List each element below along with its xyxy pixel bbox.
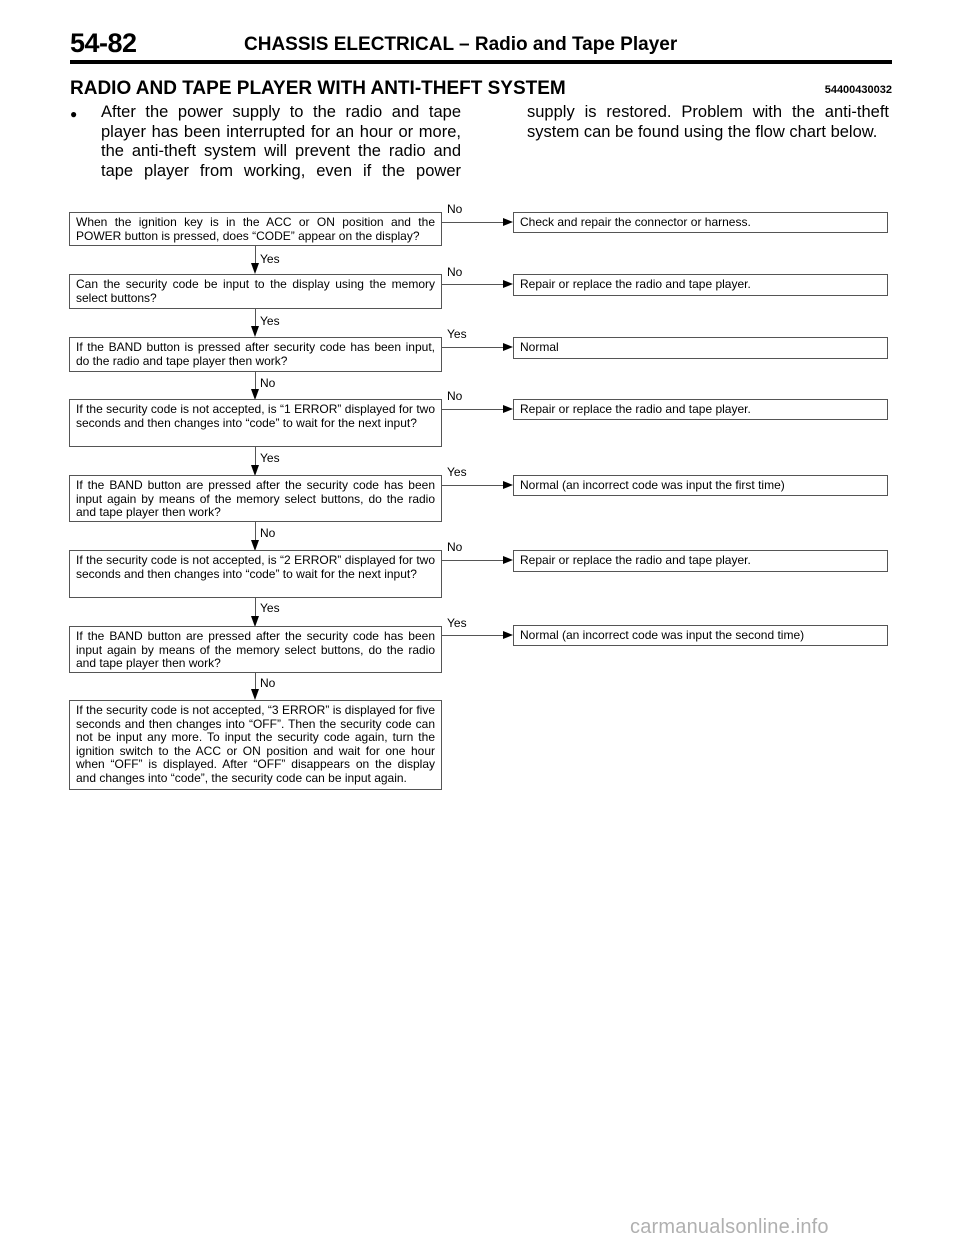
watermark-text: carmanualsonline.info: [630, 1216, 829, 1238]
connector-line: [255, 447, 256, 466]
flow-step-5: If the BAND button are pressed after the security code has been input again by means of the memory select buttons, do the radio and tape player then work?: [69, 475, 442, 522]
connector-line: [255, 309, 256, 327]
intro-text-left: After the power supply to the radio and tape player has been interrupted for an hour or more, the anti-theft system will prevent the radio and tape player from working, even if the power: [101, 103, 461, 180]
side-label-2: No: [447, 265, 463, 279]
side-label-6: No: [447, 540, 463, 554]
connector-line: [442, 635, 509, 636]
arrow-right-icon: [503, 481, 513, 489]
arrow-right-icon: [503, 405, 513, 413]
arrow-right-icon: [503, 631, 513, 639]
down-label-7: No: [260, 676, 276, 690]
connector-line: [442, 560, 509, 561]
arrow-down-icon: [251, 263, 259, 274]
bullet-icon: ●: [70, 107, 78, 121]
arrow-down-icon: [251, 689, 259, 700]
connector-line: [255, 372, 256, 390]
side-label-5: Yes: [447, 465, 467, 479]
connector-line: [255, 246, 256, 264]
down-label-6: Yes: [260, 601, 280, 615]
connector-line: [255, 598, 256, 617]
page-number: 54-82: [70, 28, 137, 58]
side-label-1: No: [447, 202, 463, 216]
flow-result-4: Repair or replace the radio and tape player.: [513, 399, 888, 420]
arrow-down-icon: [251, 326, 259, 337]
connector-line: [442, 347, 509, 348]
connector-line: [442, 409, 509, 410]
connector-line: [255, 522, 256, 541]
section-title: RADIO AND TAPE PLAYER WITH ANTI-THEFT SYSTEM: [70, 78, 566, 99]
connector-line: [442, 222, 509, 223]
flow-step-3: If the BAND button is pressed after security code has been input, do the radio and tape player then work?: [69, 337, 442, 372]
side-label-3: Yes: [447, 327, 467, 341]
down-label-4: Yes: [260, 451, 280, 465]
down-label-1: Yes: [260, 252, 280, 266]
flow-step-1: When the ignition key is in the ACC or ON position and the POWER button is pressed, does “CODE” appear on the display?: [69, 212, 442, 246]
arrow-right-icon: [503, 556, 513, 564]
flow-result-2: Repair or replace the radio and tape player.: [513, 274, 888, 296]
flow-step-7: If the BAND button are pressed after the security code has been input again by means of the memory select buttons, do the radio and tape player then work?: [69, 626, 442, 673]
arrow-right-icon: [503, 343, 513, 351]
flow-result-3: Normal: [513, 337, 888, 359]
flow-step-6: If the security code is not accepted, is “2 ERROR” displayed for two seconds and then changes into “code” to wait for the next input?: [69, 550, 442, 598]
flow-result-7: Normal (an incorrect code was input the second time): [513, 625, 888, 646]
arrow-right-icon: [503, 218, 513, 226]
connector-line: [442, 485, 509, 486]
side-label-4: No: [447, 389, 463, 403]
down-label-2: Yes: [260, 314, 280, 328]
section-code: 54400430032: [824, 84, 892, 96]
flow-step-4: If the security code is not accepted, is “1 ERROR” displayed for two seconds and then changes into “code” to wait for the next input?: [69, 399, 442, 447]
down-label-5: No: [260, 526, 276, 540]
flow-step-8: If the security code is not accepted, “3 ERROR” is displayed for five seconds and then changes into “OFF”. Then the security code can not be input any more. To input the security code again, turn the ignition switch to the ACC or ON position and wait for one hour when “OFF” is displayed. After “OFF” disappears on the display and changes into “code”, the security code can be input again.: [69, 700, 442, 790]
header-rule: [70, 60, 892, 64]
connector-line: [255, 673, 256, 690]
side-label-7: Yes: [447, 616, 467, 630]
chapter-title: CHASSIS ELECTRICAL – Radio and Tape Player: [244, 34, 678, 55]
down-label-3: No: [260, 376, 276, 390]
intro-text-right: supply is restored. Problem with the anti-theft system can be found using the flow chart below.: [527, 103, 889, 141]
connector-line: [442, 284, 509, 285]
flow-result-6: Repair or replace the radio and tape player.: [513, 550, 888, 572]
arrow-right-icon: [503, 280, 513, 288]
flow-step-2: Can the security code be input to the display using the memory select buttons?: [69, 274, 442, 309]
flow-result-5: Normal (an incorrect code was input the first time): [513, 475, 888, 496]
flow-result-1: Check and repair the connector or harness.: [513, 212, 888, 233]
